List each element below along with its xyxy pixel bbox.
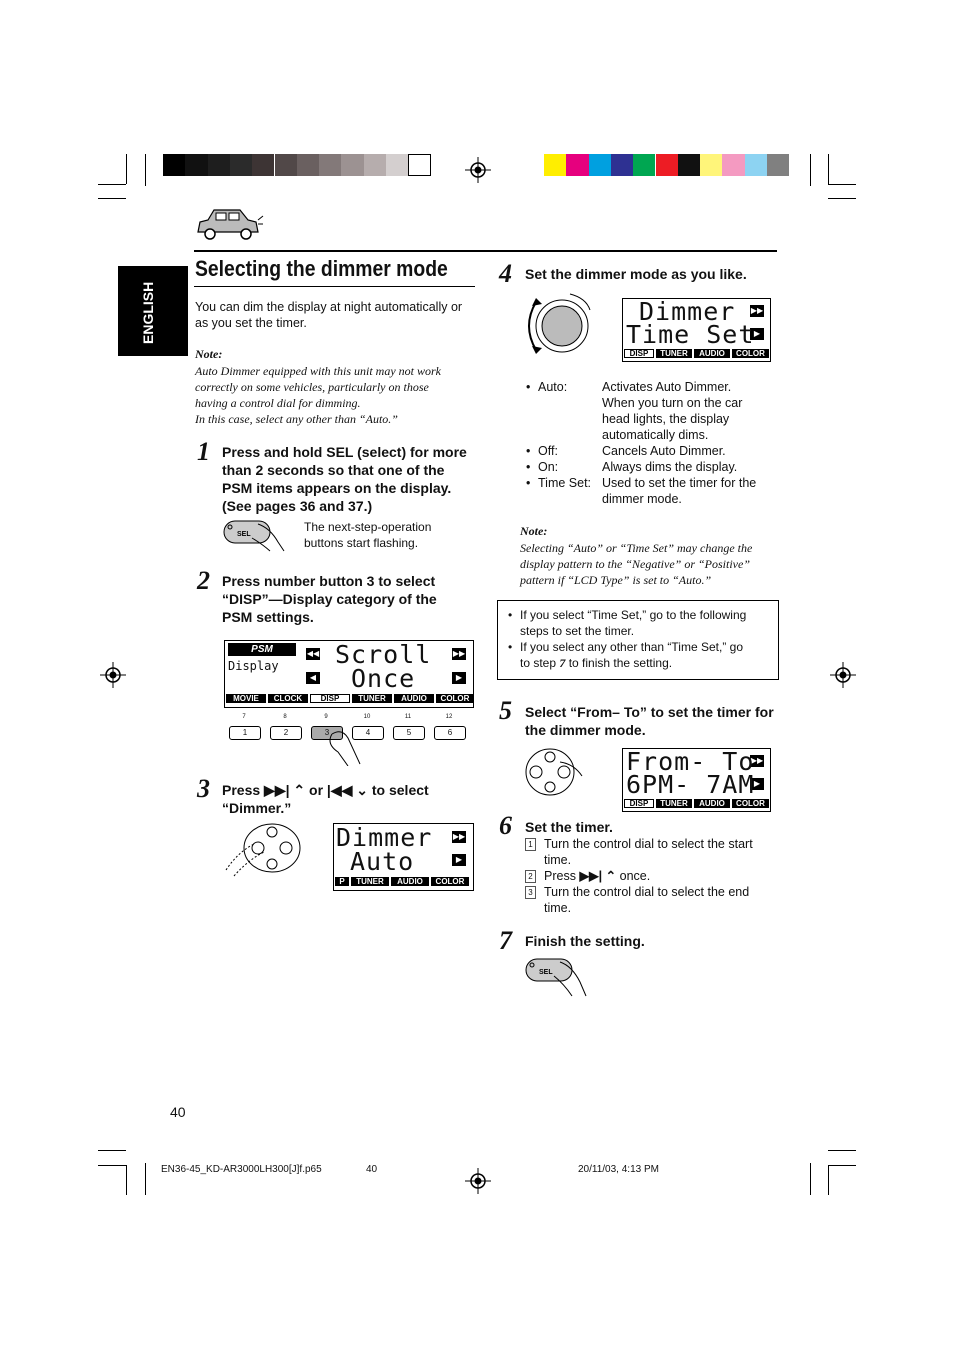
sel-label: SEL	[237, 531, 251, 538]
info-word: to finish the setting.	[568, 656, 673, 670]
step-line: PSM items appears on the display.	[222, 480, 452, 496]
lcd-tab: COLOR	[436, 694, 474, 703]
color-swatch	[544, 154, 566, 176]
mode-bullet: •	[526, 476, 531, 490]
substep-number: 2	[525, 870, 536, 883]
step-line: the dimmer mode.	[525, 722, 646, 738]
note-line: correctly on some vehicles, particularly on those	[195, 380, 429, 394]
down-chevron-icon: ⌄	[356, 782, 368, 798]
registration-mark-icon	[465, 157, 491, 183]
registration-mark-icon	[465, 1168, 491, 1194]
mode-bullet: •	[526, 444, 531, 458]
number-button-5[interactable]: 5	[393, 726, 425, 740]
mode-name: Time Set:	[538, 476, 592, 490]
note-text	[520, 540, 780, 588]
info-bullet-mark: •	[508, 608, 513, 622]
number-button-alt-label: 11	[404, 714, 412, 720]
note-label: Note:	[195, 347, 223, 361]
lcd-line-1: Scroll	[335, 640, 432, 669]
color-swatch	[722, 154, 744, 176]
lcd-line-1: Dimmer	[639, 297, 736, 326]
step-word: to select	[371, 782, 429, 798]
lcd-line-2: Time Set	[626, 320, 755, 349]
crop-mark	[98, 184, 126, 185]
mode-name: Auto:	[538, 380, 568, 394]
substep-line: Turn the control dial to select the end	[544, 885, 750, 899]
gray-swatch	[297, 154, 319, 176]
substep-number: 3	[525, 886, 536, 899]
lcd-label: Display	[228, 659, 279, 673]
enter-icon: ▶	[452, 672, 466, 684]
mode-description: Activates Auto Dimmer.	[602, 380, 732, 394]
lcd-tab: CLOCK	[268, 694, 308, 703]
gray-swatch	[275, 154, 297, 176]
note-line: pattern if “LCD Type” is set to “Auto.”	[520, 573, 712, 587]
number-button-1[interactable]: 1	[229, 726, 261, 740]
note-text	[195, 363, 485, 427]
up-chevron-icon: ⌃	[605, 869, 617, 883]
mode-description: automatically dims.	[602, 428, 709, 442]
enter-icon: ▶	[750, 328, 764, 340]
number-button-alt-label: 8	[283, 714, 287, 720]
lcd-display-dimmer-auto	[333, 823, 474, 891]
step-line: than 2 seconds so that one of the	[222, 462, 445, 478]
step-6-text: Set the timer.	[525, 819, 613, 835]
number-button-6[interactable]: 6	[434, 726, 466, 740]
color-swatch	[745, 154, 767, 176]
footer-filename: EN36-45_KD-AR3000LH300[J]f.p65	[161, 1164, 322, 1175]
lcd-line-2: Auto	[350, 847, 415, 876]
info-line: steps to set the timer.	[520, 624, 635, 638]
skip-icon: ▶▶	[750, 756, 764, 765]
color-swatch	[633, 154, 655, 176]
footer-date: 20/11/03, 4:13 PM	[578, 1164, 659, 1175]
lcd-tab: AUDIO	[391, 877, 429, 886]
color-swatch	[589, 154, 611, 176]
info-line: If you select any other than “Time Set,” go	[520, 640, 743, 654]
note-label: Note:	[520, 524, 548, 538]
lcd-tab: TUNER	[656, 349, 692, 358]
step-line: Select “From– To” to set the timer for	[525, 704, 774, 720]
registration-mark-icon	[100, 662, 126, 688]
language-label: ENGLISH	[140, 281, 156, 344]
note-line: display pattern to the “Negative” or “Positive”	[520, 557, 750, 571]
crop-mark	[126, 154, 127, 184]
lcd-display-from-to	[622, 748, 771, 812]
lcd-tab: COLOR	[431, 877, 469, 886]
title-rule	[194, 286, 475, 287]
skip-icon: ▶▶	[452, 832, 466, 841]
crop-mark	[98, 198, 126, 199]
lcd-tab-selected: DISP	[624, 799, 654, 808]
lcd-tab: MOVIE	[226, 694, 266, 703]
mode-description: Used to set the timer for the	[602, 476, 757, 490]
mode-name: Off:	[538, 444, 558, 458]
step-5-text	[525, 703, 785, 739]
substep-number: 1	[525, 838, 536, 851]
skip-icon: ▶▶	[750, 306, 764, 315]
crop-mark	[828, 184, 856, 185]
lcd-tab-selected: DISP	[624, 349, 654, 358]
note-line: Selecting “Auto” or “Time Set” may change the	[520, 541, 753, 555]
header-rule	[194, 250, 777, 252]
substep-word: once.	[619, 869, 651, 883]
gray-swatch	[364, 154, 386, 176]
info-bullet	[520, 639, 772, 671]
substep-word: Press	[544, 869, 576, 883]
enter-icon: ▶	[452, 854, 466, 866]
step-4-text: Set the dimmer mode as you like.	[525, 266, 747, 282]
lcd-category-tabs	[335, 877, 469, 886]
footer-page: 40	[366, 1164, 378, 1175]
mode-description: When you turn on the car	[602, 396, 743, 410]
color-swatch	[700, 154, 722, 176]
crop-mark	[828, 1165, 829, 1195]
crop-mark	[145, 1163, 146, 1195]
lcd-line-2: Once	[351, 664, 416, 693]
substep-line: Turn the control dial to select the start	[544, 837, 753, 851]
gray-swatch	[252, 154, 274, 176]
step-line: PSM settings.	[222, 609, 314, 625]
number-button-alt-label: 7	[242, 714, 246, 720]
note-line: Auto Dimmer equipped with this unit may not work	[195, 364, 441, 378]
step-number: 1	[197, 437, 210, 466]
caption-line: buttons start flashing.	[304, 536, 419, 550]
control-pad-icon	[224, 822, 310, 878]
mode-bullet: •	[526, 380, 531, 394]
crop-mark	[828, 154, 829, 184]
color-swatch	[767, 154, 789, 176]
psm-badge: PSM	[228, 643, 296, 656]
substep-line: time.	[544, 853, 572, 867]
crop-mark	[810, 1163, 811, 1195]
step-number: 4	[499, 259, 512, 288]
sel-label: SEL	[539, 969, 553, 976]
step-1-caption	[304, 519, 431, 551]
mode-name: On:	[538, 460, 559, 474]
gray-swatch	[386, 154, 408, 176]
note-line: In this case, select any other than “Auto.”	[195, 412, 398, 426]
lcd-tab: P	[335, 877, 349, 886]
number-button-3[interactable]: 3	[311, 726, 343, 740]
lcd-display-dimmer-timeset	[622, 298, 771, 362]
gray-swatch	[341, 154, 363, 176]
note-line: having a control dial for dimming.	[195, 396, 361, 410]
skip-icon: ◀◀	[306, 649, 320, 658]
step-number: 7	[499, 926, 512, 955]
next-track-icon: ▶▶|	[579, 869, 603, 883]
color-swatch	[656, 154, 678, 176]
finger-press-icon	[318, 724, 362, 766]
crop-mark	[126, 1165, 127, 1195]
info-bullet-mark: •	[508, 640, 513, 654]
step-6-substeps	[525, 836, 775, 916]
lcd-display-psm	[224, 640, 474, 708]
crop-mark	[828, 1165, 856, 1166]
caption-line: The next-step-operation	[304, 520, 432, 534]
mode-description: Always dims the display.	[602, 460, 738, 474]
number-button-4[interactable]: 4	[352, 726, 384, 740]
lcd-category-tabs	[624, 799, 769, 808]
gray-swatch	[408, 154, 430, 176]
lcd-tab: COLOR	[732, 799, 769, 808]
step-7-text: Finish the setting.	[525, 933, 645, 949]
crop-mark	[145, 154, 146, 186]
language-tab	[118, 266, 188, 356]
gray-swatch	[319, 154, 341, 176]
lcd-tab: TUNER	[352, 694, 392, 703]
page-title: Selecting the dimmer mode	[195, 256, 448, 281]
lcd-line-1: Dimmer	[336, 823, 433, 852]
intro-text: You can dim the display at night automatically or as you set the timer.	[195, 300, 463, 330]
lcd-tab-selected: DISP	[310, 694, 350, 703]
lcd-tab: AUDIO	[694, 799, 730, 808]
car-icon	[194, 204, 264, 246]
number-button-2[interactable]: 2	[270, 726, 302, 740]
control-pad-icon	[524, 746, 584, 798]
lcd-tab: AUDIO	[694, 349, 730, 358]
info-box	[497, 600, 779, 680]
info-step-ref: 7	[559, 656, 566, 670]
lcd-tab: TUNER	[656, 799, 692, 808]
step-2-text	[222, 572, 482, 626]
gray-swatch	[163, 154, 185, 176]
number-button-alt-label: 9	[324, 714, 328, 720]
lcd-line-2: 6PM- 7AM	[626, 770, 755, 799]
step-number: 2	[197, 566, 210, 595]
step-number: 6	[499, 811, 512, 840]
number-button-alt-label: 10	[363, 714, 371, 720]
sel-button-icon	[524, 956, 588, 998]
page-number: 40	[170, 1104, 186, 1120]
up-chevron-icon: ⌃	[293, 782, 306, 798]
color-swatch	[678, 154, 700, 176]
info-bullet	[520, 607, 772, 639]
crop-mark	[98, 1150, 126, 1151]
mode-description: Cancels Auto Dimmer.	[602, 444, 726, 458]
control-dial-icon	[520, 292, 594, 360]
step-number: 3	[197, 774, 210, 803]
step-3-text	[222, 781, 482, 817]
step-word: Press	[222, 782, 261, 798]
number-button-alt-label: 12	[445, 714, 453, 720]
step-line: “Dimmer.”	[222, 800, 292, 816]
prev-track-icon: |◀◀	[326, 782, 353, 798]
color-swatch	[611, 154, 633, 176]
lcd-tab: AUDIO	[394, 694, 434, 703]
gray-swatch	[208, 154, 230, 176]
lcd-category-tabs	[624, 349, 769, 358]
step-line: Press and hold SEL (select) for more	[222, 444, 467, 460]
mode-description: dimmer mode.	[602, 492, 682, 506]
lcd-tab: TUNER	[351, 877, 389, 886]
mode-bullet: •	[526, 460, 531, 474]
step-line: Press number button 3 to select	[222, 573, 436, 589]
step-number: 5	[499, 696, 512, 725]
crop-mark	[828, 198, 856, 199]
step-line: “DISP”—Display category of the	[222, 591, 437, 607]
crop-mark	[828, 1150, 856, 1151]
gray-swatch	[185, 154, 207, 176]
lcd-tab: COLOR	[732, 349, 769, 358]
lcd-line-1: From- To	[626, 747, 755, 776]
enter-icon: ▶	[750, 778, 764, 790]
substep-line: time.	[544, 901, 572, 915]
crop-mark	[810, 154, 811, 186]
mode-description: head lights, the display	[602, 412, 730, 426]
lcd-category-tabs	[226, 694, 474, 703]
registration-mark-icon	[830, 662, 856, 688]
crop-mark	[98, 1165, 126, 1166]
info-line: If you select “Time Set,” go to the following	[520, 608, 747, 622]
next-track-icon: ▶▶|	[264, 782, 290, 798]
step-word: or	[309, 782, 324, 798]
info-word: to step	[520, 656, 557, 670]
sel-button-icon	[222, 518, 286, 552]
step-1-text	[222, 443, 482, 515]
color-swatch	[566, 154, 588, 176]
step-line: (See pages 36 and 37.)	[222, 498, 373, 514]
back-icon: ◀	[306, 672, 320, 684]
gray-swatch	[230, 154, 252, 176]
skip-icon: ▶▶	[452, 649, 466, 658]
